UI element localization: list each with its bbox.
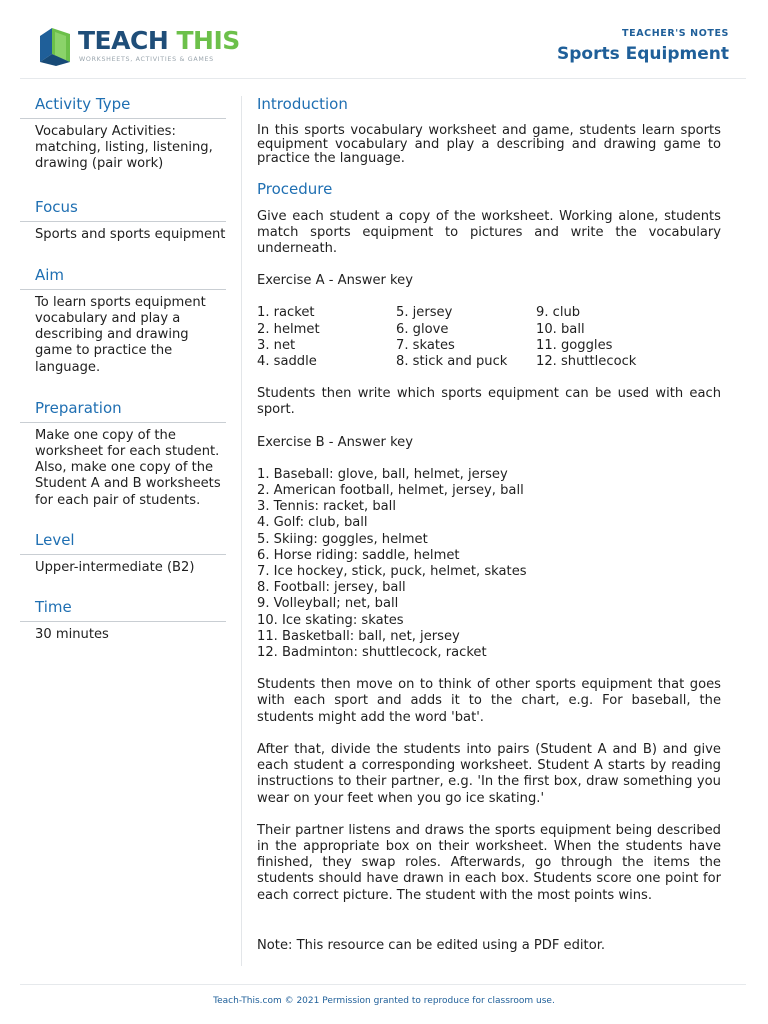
answer-item: 5. jersey bbox=[396, 305, 453, 321]
copyright-footer: Teach-This.com © 2021 Permission granted to reproduce for classroom use. bbox=[213, 996, 555, 1006]
exercise-a-answer-grid bbox=[257, 305, 721, 370]
editor-note: Note: This resource can be edited using a PDF editor. bbox=[257, 937, 606, 953]
time-heading: Time bbox=[20, 595, 226, 622]
introduction-heading: Introduction bbox=[257, 95, 348, 113]
level-text: Upper-intermediate (B2) bbox=[35, 559, 195, 575]
list-item: 9. Volleyball; net, ball bbox=[257, 596, 399, 612]
answer-item: 12. shuttlecock bbox=[536, 354, 637, 370]
preparation-text: Make one copy of the worksheet for each student. Also, make one copy of the Student A and B worksheets for each pair of students. bbox=[35, 427, 221, 508]
answer-item: 11. goggles bbox=[536, 337, 613, 353]
list-item: 6. Horse riding: saddle, helmet bbox=[257, 547, 460, 563]
aim-section bbox=[20, 263, 226, 376]
exercise-b-answer-list bbox=[257, 467, 721, 661]
book-logo-icon bbox=[36, 26, 74, 66]
page-header bbox=[0, 0, 768, 80]
aim-text: To learn sports equipment vocabulary and play a describing and drawing game to practice the language. bbox=[35, 294, 206, 375]
list-item: 3. Tennis: racket, ball bbox=[257, 499, 396, 515]
activity-type-heading: Activity Type bbox=[20, 92, 226, 119]
answer-item: 4. saddle bbox=[257, 354, 317, 370]
list-item: 5. Skiing: goggles, helmet bbox=[257, 531, 428, 547]
page-title: Sports Equipment bbox=[557, 44, 729, 64]
logo-wordmark bbox=[78, 26, 240, 56]
procedure-paragraph-2: Students then write which sports equipment can be used with each sport. bbox=[257, 386, 721, 418]
list-item: 1. Baseball: glove, ball, helmet, jersey bbox=[257, 466, 508, 482]
teachers-notes-label: TEACHER'S NOTES bbox=[622, 28, 729, 39]
activity-type-section bbox=[20, 92, 226, 173]
time-text: 30 minutes bbox=[35, 627, 109, 643]
list-item: 4. Golf: club, ball bbox=[257, 515, 368, 531]
logo-word-this: THIS bbox=[176, 26, 240, 55]
list-item: 7. Ice hockey, stick, puck, helmet, skates bbox=[257, 564, 527, 580]
exercise-b-label: Exercise B - Answer key bbox=[257, 434, 413, 450]
procedure-paragraph-3: Students then move on to think of other sports equipment that goes with each sport and adds it to the chart, e.g. For baseball, the students might add the word 'bat'. bbox=[257, 677, 721, 725]
teach-this-logo[interactable] bbox=[36, 24, 240, 70]
answer-item: 2. helmet bbox=[257, 321, 320, 337]
list-item: 12. Badminton: shuttlecock, racket bbox=[257, 645, 487, 661]
procedure-paragraph-1: Give each student a copy of the worksheet. Working alone, students match sports equipment to pictures and write the vocabulary underneath. bbox=[257, 208, 721, 257]
procedure-paragraph-4: After that, divide the students into pairs (Student A and B) and give each student a corresponding worksheet. Student A starts by reading instructions to their partner, e.g. 'In the first box, draw something you wear on your feet when you go ice skating.' bbox=[257, 741, 721, 806]
time-section bbox=[20, 595, 226, 643]
logo-tagline: WORKSHEETS, ACTIVITIES & GAMES bbox=[79, 56, 214, 63]
focus-text: Sports and sports equipment bbox=[35, 226, 226, 242]
answer-item: 6. glove bbox=[396, 321, 449, 337]
footer-divider bbox=[20, 984, 746, 985]
list-item: 8. Football: jersey, ball bbox=[257, 580, 406, 596]
procedure-paragraph-5: Their partner listens and draws the sports equipment being described in the appropriate box on their worksheet. When the students have finished, they swap roles. Afterwards, go through the items the students should have drawn in each box. Students score one point for each correct picture. The student with the most points wins. bbox=[257, 822, 721, 903]
answer-item: 8. stick and puck bbox=[396, 354, 508, 370]
answer-item: 7. skates bbox=[396, 337, 455, 353]
logo-word-teach: TEACH bbox=[78, 26, 169, 55]
level-section bbox=[20, 528, 226, 576]
header-divider bbox=[20, 78, 746, 79]
procedure-heading: Procedure bbox=[257, 179, 333, 198]
main-content bbox=[257, 92, 721, 954]
answer-item: 9. club bbox=[536, 305, 581, 321]
level-heading: Level bbox=[20, 528, 226, 555]
preparation-heading: Preparation bbox=[20, 396, 226, 423]
aim-heading: Aim bbox=[20, 263, 226, 290]
answer-item: 3. net bbox=[257, 337, 296, 353]
introduction-text: In this sports vocabulary worksheet and game, students learn sports equipment vocabulary and play a describing and drawing game to practice the language. bbox=[257, 123, 721, 167]
answer-item: 1. racket bbox=[257, 305, 315, 321]
activity-type-text: Vocabulary Activities: matching, listing, listening, drawing (pair work) bbox=[35, 124, 213, 172]
preparation-section bbox=[20, 396, 226, 509]
list-item: 11. Basketball: ball, net, jersey bbox=[257, 628, 460, 644]
list-item: 10. Ice skating: skates bbox=[257, 612, 404, 628]
exercise-a-label: Exercise A - Answer key bbox=[257, 273, 413, 289]
list-item: 2. American football, helmet, jersey, ball bbox=[257, 483, 524, 499]
focus-section bbox=[20, 195, 226, 243]
focus-heading: Focus bbox=[20, 195, 226, 222]
info-sidebar bbox=[20, 92, 226, 665]
answer-item: 10. ball bbox=[536, 321, 585, 337]
column-divider bbox=[241, 96, 242, 966]
